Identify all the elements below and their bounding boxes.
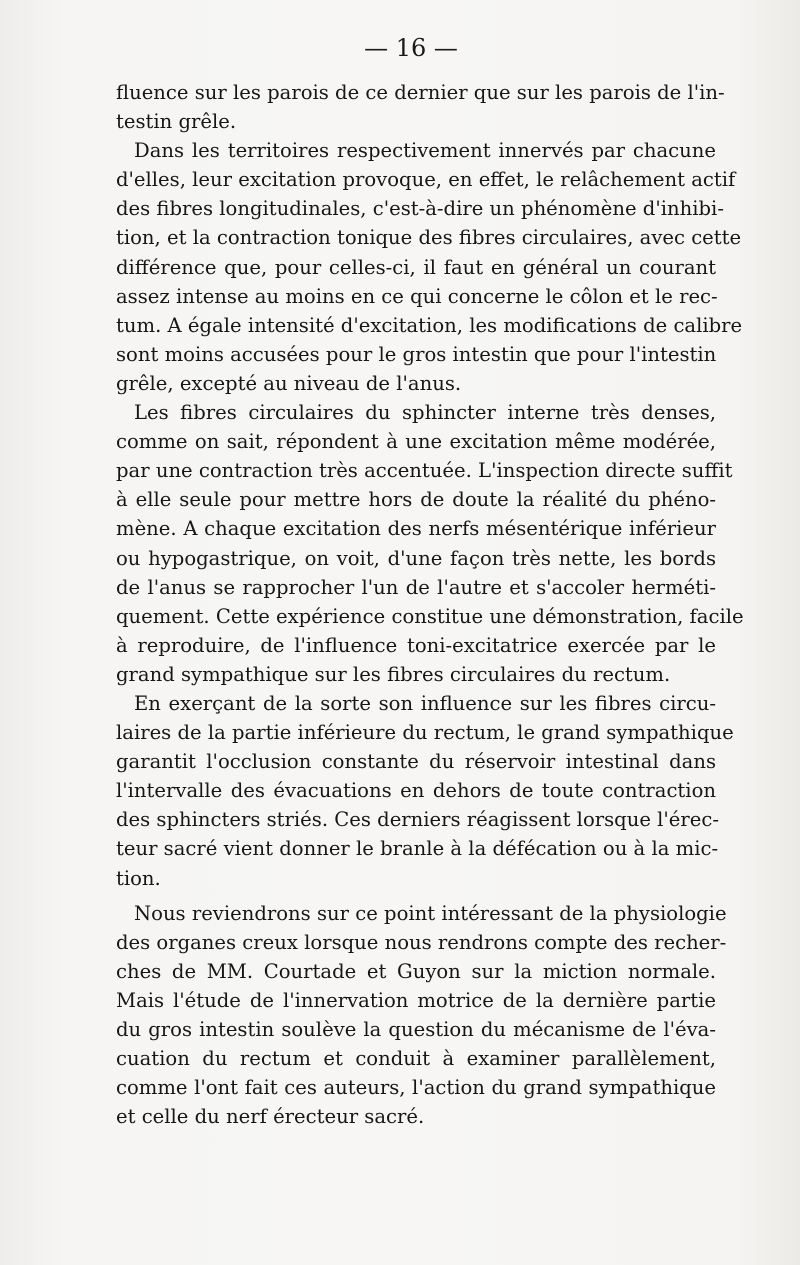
text-line: teur sacré vient donner le branle à la défécation ou à la mic-	[116, 837, 719, 861]
text-line: cuation du rectum et conduit à examiner parallèlement,	[116, 1047, 716, 1071]
text-line: quement. Cette expérience constitue une démonstration, facile	[116, 604, 744, 628]
text-line: grand sympathique sur les fibres circulaires du rectum.	[116, 662, 671, 686]
page-number: — 16 —	[364, 34, 458, 62]
text-line: Dans les territoires respectivement innervés par chacune	[134, 139, 716, 163]
text-line: ou hypogastrique, on voit, d'une façon très nette, les bords	[116, 546, 716, 570]
text-line: En exerçant de la sorte son influence sur les fibres circu-	[134, 691, 716, 715]
paragraph	[116, 136, 743, 398]
text-line: et celle du nerf érecteur sacré.	[116, 1105, 425, 1129]
text-line: comme on sait, répondent à une excitation même modérée,	[116, 430, 716, 454]
text-line: du gros intestin soulève la question du mécanisme de l'éva-	[116, 1018, 716, 1041]
paragraph	[116, 689, 734, 893]
text-line: mène. A chaque excitation des nerfs mésentérique inférieur	[116, 517, 716, 541]
text-line: Mais l'étude de l'innervation motrice de la dernière partie	[116, 988, 716, 1012]
text-line: grêle, excepté au niveau de l'anus.	[116, 371, 462, 395]
paragraph	[116, 78, 725, 136]
text-line: des sphincters striés. Ces derniers réagissent lorsque l'érec-	[116, 808, 719, 832]
text-line: des organes creux lorsque nous rendrons compte des recher-	[116, 930, 727, 954]
paragraph	[116, 398, 744, 689]
text-line: par une contraction très accentuée. L'inspection directe suffit	[116, 459, 733, 483]
text-line: laires de la partie inférieure du rectum, le grand sympathique	[116, 721, 734, 745]
text-line: Les fibres circulaires du sphincter interne très denses,	[134, 401, 716, 425]
body-text	[116, 78, 744, 1131]
text-line: à reproduire, de l'influence toni-excitatrice exercée par le	[116, 633, 716, 657]
text-line: testin grêle.	[116, 110, 237, 134]
text-line: à elle seule pour mettre hors de doute la réalité du phéno-	[116, 488, 716, 512]
text-line: d'elles, leur excitation provoque, en effet, le relâchement actif	[116, 168, 736, 192]
text-line: tum. A égale intensité d'excitation, les modifications de calibre	[116, 313, 743, 337]
text-line: comme l'ont fait ces auteurs, l'action du grand sympathique	[116, 1076, 716, 1100]
text-line: fluence sur les parois de ce dernier que sur les parois de l'in-	[116, 81, 725, 104]
text-line: de l'anus se rapprocher l'un de l'autre et s'accoler herméti-	[116, 575, 716, 599]
text-line: assez intense au moins en ce qui concerne le côlon et le rec-	[116, 284, 718, 308]
text-line: différence que, pour celles-ci, il faut en général un courant	[116, 255, 716, 279]
text-line: tion, et la contraction tonique des fibres circulaires, avec cette	[116, 226, 742, 250]
text-line: ches de MM. Courtade et Guyon sur la miction normale.	[116, 959, 716, 983]
text-line: sont moins accusées pour le gros intestin que pour l'intestin	[116, 342, 717, 366]
text-line: garantit l'occlusion constante du réservoir intestinal dans	[116, 750, 716, 774]
text-line: tion.	[116, 866, 161, 890]
text-line: des fibres longitudinales, c'est-à-dire un phénomène d'inhibi-	[116, 197, 724, 221]
paragraph	[116, 899, 727, 1132]
text-line: l'intervalle des évacuations en dehors de toute contraction	[116, 779, 716, 803]
text-line: Nous reviendrons sur ce point intéressant de la physiologie	[134, 901, 727, 925]
